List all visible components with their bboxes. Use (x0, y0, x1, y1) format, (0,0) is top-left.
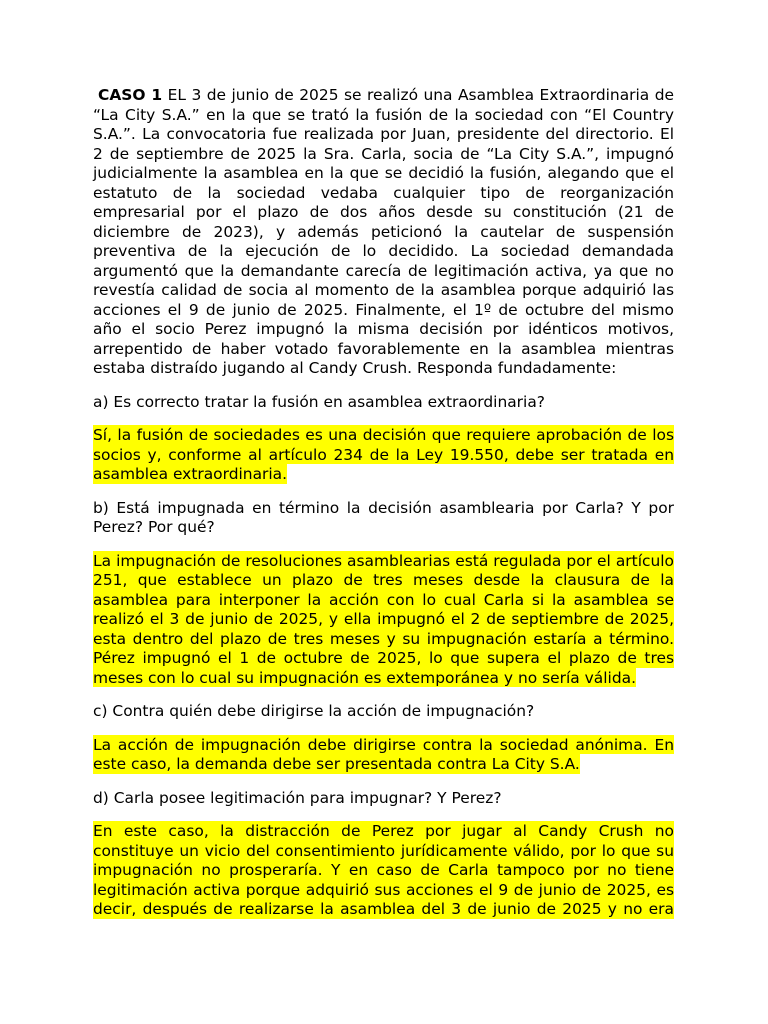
answer-b-highlighted-text: La impugnación de resoluciones asamblearias está regulada por el artículo 251, que establece un plazo de tres meses desde la clausura de la asamblea para interponer la acción con lo cual Carla si la asamblea se realizó el 3 de junio de 2025, y ella impugnó el 2 de septiembre de 2025, esta dentro del plazo de tres meses y su impugnación estaría a término. Pérez impugnó el 1 de octubre de 2025, lo que supera el plazo de tres meses con lo cual su impugnación es extemporánea y no sería válida. (93, 551, 674, 687)
document-body (93, 86, 674, 934)
answer-d (93, 822, 674, 920)
answer-b (93, 552, 674, 689)
question-c: c) Contra quién debe dirigirse la acción de impugnación? (93, 702, 535, 720)
question-d: d) Carla posee legitimación para impugnar? Y Perez? (93, 788, 502, 807)
question-b: b) Está impugnada en término la decisión asamblearia por Carla? Y por Perez? Por qué? (93, 498, 674, 536)
answer-c-highlighted-text: La acción de impugnación debe dirigirse contra la sociedad anónima. En este caso, la demanda debe ser presentada contra La City S.A. (93, 735, 674, 773)
case-statement-text: EL 3 de junio de 2025 se realizó una Asamblea Extraordinaria de “La City S.A.” en la que se trató la fusión de la sociedad con “El Country S.A.”. La convocatoria fue realizada por Juan, presidente del directorio. El 2 de septiembre de 2025 la Sra. Carla, socia de “La City S.A.”, impugnó judicialmente la asamblea en la que se decidió la fusión, alegando que el estatuto de la sociedad vedaba cualquier tipo de reorganización empresarial por el plazo de dos años desde su constitución (21 de diciembre de 2023), y además peticionó la cautelar de suspensión preventiva de la ejecución de lo decidido. La sociedad demandada argumentó que la demandante carecía de legitimación activa, ya que no revestía calidad de socia al momento de la asamblea porque adquirió las acciones el 9 de junio de 2025. Finalmente, el 1º de octubre del mismo año el socio Perez impugnó la misma decisión por idénticos motivos, arrepentido de haber votado favorablemente en la asamblea mientras estaba distraído jugando al Candy Crush. Responda fundadamente: (93, 86, 674, 377)
answer-a-highlighted-text: Sí, la fusión de sociedades es una decisión que requiere aprobación de los socios y, conforme al artículo 234 de la Ley 19.550, debe ser tratada en asamblea extraordinaria. (93, 426, 674, 483)
case-statement-paragraph (93, 86, 674, 379)
answer-c (93, 736, 674, 775)
question-a: a) Es correcto tratar la fusión en asamblea extraordinaria? (93, 392, 545, 411)
answer-d-highlighted-text: En este caso, la distracción de Perez por jugar al Candy Crush no constituye un vicio del consentimiento jurídicamente válido, por lo que su impugnación no prosperaría. Y en caso de Carla tampoco por no tiene legitimación activa porque adquirió sus acciones el 9 de junio de 2025, es decir, después de realizarse la asamblea del 3 de junio de 2025 y no era (93, 822, 674, 918)
case-label: CASO 1 (98, 86, 163, 104)
answer-a (93, 426, 674, 485)
